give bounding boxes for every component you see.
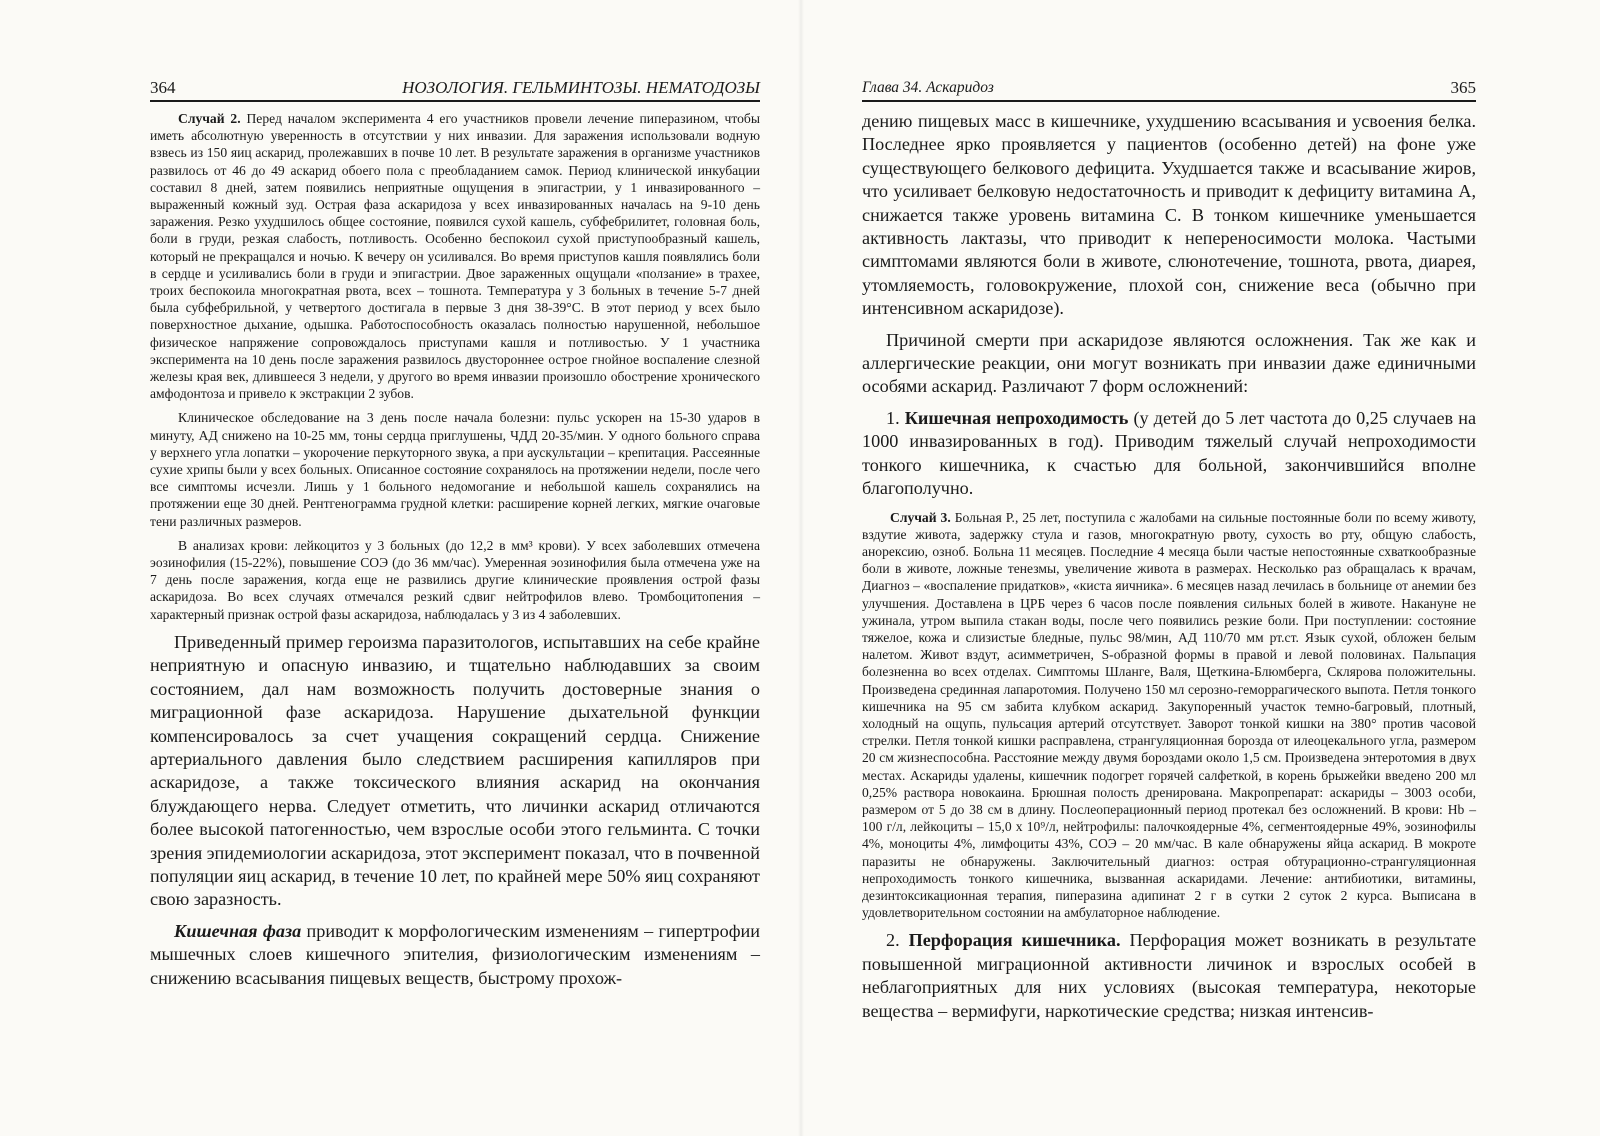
- book-fold: [798, 0, 804, 1136]
- blood-paragraph: В анализах крови: лейкоцитоз у 3 больных (до 12,2 в мм³ крови). У всех заболевших отмечена эозинофилия (15-22%), повышение СОЭ (до 36 мм/час). Умеренная эозинофилия была отмечена уже на 7 день после заражения, когда еще не развились другие клинические проявления острой фазы аскаридоза. Во всех случаях отмечался резкий сдвиг нейтрофилов влево. Тромбоцитопения – характерный признак острой фазы аскаридоза, наблюдалась у 3 из 4 заболевших.: [150, 537, 760, 622]
- right-page: [862, 78, 1476, 1023]
- heroism-paragraph: Приведенный пример героизма паразитологов, испытавших на себе крайне неприятную и опасную инвазию, и тщательно наблюдавших за своим состоянием, дал нам возможность получить достоверные знания о миграционной фазе аскаридоза. Нарушение дыхательной функции компенсировалось за счет учащения сокращений сердца. Снижение артериального давления было следствием расширения капилляров при аскаридозе, а также токсического влияния аскарид на окончания блуждающего нерва. Следует отметить, что личинки аскарид отличаются более высокой патогенностью, чем взрослые особи этого гельминта. С точки зрения эпидемиологии аскаридоза, этот эксперимент показал, что в почвенной популяции яиц аскарид, в течение 10 лет, по крайней мере 50% яиц сохраняют свою заразность.: [150, 631, 760, 910]
- right-chapter-title: Глава 34. Аскаридоз: [862, 79, 994, 96]
- complication-1-term: Кишечная непроходимость: [904, 407, 1129, 428]
- case2-block: [150, 110, 760, 623]
- case3-block: [862, 509, 1476, 922]
- complication-1-paragraph: [862, 407, 1476, 501]
- case2-paragraph: [150, 110, 760, 402]
- right-running-head: [862, 78, 1476, 102]
- complication-2-number: 2.: [886, 930, 900, 951]
- complication-2-term: Перфорация кишечника.: [908, 930, 1121, 951]
- right-page-number: 365: [1450, 78, 1476, 97]
- complication-1-number: 1.: [886, 407, 900, 428]
- left-running-head: [150, 78, 760, 102]
- complication-2-text: Перфорация может возникать в результате повышенной миграционной активности личинок и взрослых особей в неблагоприятных для них условиях (высокая температура, некоторые вещества – вермифуги, наркотические средства; низкая интенсив-: [862, 930, 1477, 1021]
- exam-paragraph: Клиническое обследование на 3 день после начала болезни: пульс ускорен на 15-30 ударов в минуту, АД снижено на 10-25 мм, тоны сердца приглушены, ЧДД 20-35/мин. У одного больного справа у верхнего угла лопатки – укорочение перкуторного звука, а при аускультации – крепитация. Рассеянные сухие хрипы были у всех больных. Описанное состояние сохранялось на протяжении недели, после чего все симптомы исчезли. Лишь у 1 больного недомогание и небольшой кашель сохранялись на протяжении еще 30 дней. Рентгенограмма грудной клетки: расширение корней легких, мягкие очаговые тени различных размеров.: [150, 410, 760, 529]
- left-page: [150, 78, 760, 990]
- continuation-paragraph: дению пищевых масс в кишечнике, ухудшению всасывания и усвоения белка. Последнее ярко проявляется у пациентов (особенно детей) на фоне уже существующего белкового дефицита. Ухудшается также и всасывание жиров, что усиливает белковую недостаточность и приводит к дефициту витамина А, снижается также уровень витамина С. В тонком кишечнике уменьшается активность лактазы, что приводит к непереносимости молока. Частыми симптомами являются боли в животе, слюнотечение, тошнота, рвота, диарея, утомляемость, головокружение, плохой сон, снижение веса (обычно при интенсивном аскаридозе).: [862, 111, 1476, 319]
- complication-1-text: (у детей до 5 лет частота до 0,25 случаев на 1000 инвазированных в год). Приводим тяжелый случай непроходимости тонкого кишечника, к счастью для больной, закончившийся вполне благополучно.: [862, 407, 1477, 499]
- case3-paragraph: [862, 509, 1476, 922]
- left-running-title: НОЗОЛОГИЯ. ГЕЛЬМИНТОЗЫ. НЕМАТОДОЗЫ: [402, 78, 760, 97]
- intestinal-phase-text: приводит к морфологическим изменениям – гипертрофии мышечных слоев кишечного эпителия, физиологическим изменениям – снижению всасывания пищевых веществ, быстрому прохож-: [150, 920, 760, 988]
- death-paragraph: Причиной смерти при аскаридозе являются осложнения. Так же как и аллергические реакции, они могут возникать при инвазии даже единичными особями аскарид. Различают 7 форм осложнений:: [862, 329, 1476, 397]
- complication-2-paragraph: [862, 929, 1476, 1023]
- intestinal-phase-term: Кишечная фаза: [174, 920, 302, 941]
- case3-text: Больная Р., 25 лет, поступила с жалобами на сильные постоянные боли по всему животу, вздутие живота, задержку стула и газов, многократную рвоту, сухость во рту, общую слабость, анорексию, озноб. Больна 11 месяцев. Последние 4 месяца были частые непостоянные схваткообразные боли в животе, ложные тенезмы, увеличение живота в размерах. Несколько раз обращалась к врачам, Диагноз – «воспаление придатков», «киста яичника». 6 месяцев назад лечилась в больнице от анемии без улучшения. Доставлена в ЦРБ через 6 часов после появления сильных болей в животе. Накануне не ужинала, утром выпила стакан воды, после чего появились резкие боли. При поступлении: состояние тяжелое, кожа и слизистые бледные, пульс 98/мин, АД 110/70 мм рт.ст. Язык сухой, обложен белым налетом. Живот вздут, асимметричен, S-образной формы в правой и левой половинах. Пальпация болезненна во всех отделах. Симптомы Шланге, Валя, Щеткина-Блюмберга, Склярова положительны. Произведена срединная лапаротомия. Получено 150 мл серозно-геморрагического выпота. Петля тонкого кишечника на 95 см забита клубком аскарид. Закупоренный участок темно-багровый, плотный, холодный на ощупь, пульсация артерий отсутствует. Заворот тонкой кишки на 380° против часовой стрелки. Петля тонкой кишки расправлена, странгуляционная борозда от илеоцекального угла, размером 20 см жизнеспособна. Расстояние между двумя бороздами около 1,5 см. Произведена энтеротомия в двух местах. Аскариды удалены, кишечник подогрет горячей салфеткой, в корень брыжейки введено 200 мл 0,25% раствора новокаина. Брюшная полость дренирована. Макропрепарат: аскариды – 3003 особи, размером от 5 до 38 см в длину. Послеоперационный период протекал без осложнений. В крови: Hb – 100 г/л, лейкоциты – 15,0 x 10⁹/л, нейтрофилы: палочкоядерные 4%, сегментоядерные 49%, эозинофилы 4%, моноциты 4%, лимфоциты 43%, СОЭ – 20 мм/час. В кале обнаружены яйца аскарид. В мокроте паразиты не обнаружены. Заключительный диагноз: острая обтурационно-странгуляционная непроходимость тонкого кишечника, вызванная аскаридами. Лечение: антибиотики, витамины, дезинтоксикационная терапия, пиперазина адипинат 2 г в сутки 2 суток 2 курса. Выписана в удовлетворительном состоянии на амбулаторное наблюдение.: [862, 509, 1476, 921]
- case2-label: Случай 2.: [178, 111, 241, 126]
- intestinal-phase-paragraph: [150, 920, 760, 990]
- case2-text: Перед началом эксперимента 4 его участников провели лечение пиперазином, чтобы иметь абсолютную уверенность в отсутствии у них инвазии. Для заражения использовали водную взвесь из 150 яиц аскарид, пролежавших в почве 10 лет. В результате заражения в организме участников развилось от 46 до 49 аскарид обоего пола с преобладанием самок. Период клинической инкубации составил 8 дней, затем появились неприятные ощущения в эпигастрии, у 1 инвазированного – выраженный кожный зуд. Острая фаза аскаридоза у всех инвазированных началась на 9-10 день заражения. Резко ухудшилось общее состояние, появился сухой кашель, субфебрилитет, головная боль, боли в груди, резкая слабость, потливость. Особенно беспокоил сухой приступообразный кашель, который не прекращался и ночью. К вечеру он усиливался. Во время приступов кашля появлялись боли в сердце и усиливались боли в груди и эпигастрии. Двое зараженных ощущали «ползание» в трахее, троих беспокоила многократная рвота, всех – тошнота. Температура у 3 больных в течение 5-7 дней была субфебрильной, у четвертого достигала в первые 3 дня 38-39°С. В этот период у всех было поверхностное дыхание, одышка. Работоспособность оказалась полностью нарушенной, небольшое физическое напряжение сопровождалось приступами кашля и потливостью. У 1 участника эксперимента на 10 день после заражения развилось двустороннее острое гнойное воспаление слезной железы края век, длившееся 3 недели, у другого во время инвазии произошло обострение хронического амфодонтоза и привело к экстракции 2 зубов.: [150, 111, 760, 402]
- right-main-text-bottom: [862, 929, 1476, 1023]
- case3-label: Случай 3.: [890, 509, 951, 525]
- right-main-text-top: [862, 110, 1476, 501]
- left-page-number: 364: [150, 78, 176, 97]
- left-main-text: [150, 631, 760, 990]
